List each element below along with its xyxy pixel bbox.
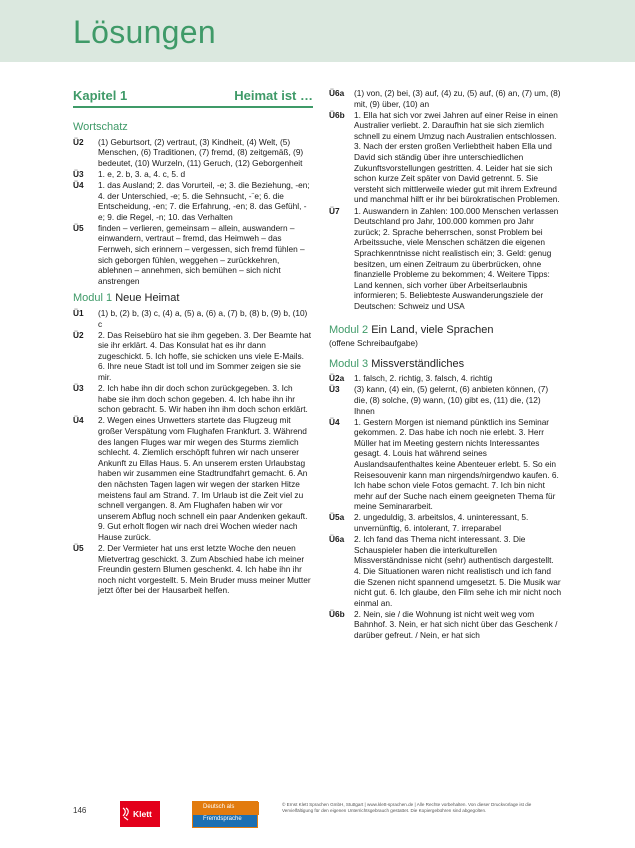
exercise-label: Ü2 xyxy=(73,329,84,340)
daf-logo-line2: Fremdsprache xyxy=(203,816,242,822)
exercise-text: (1) b, (2) b, (3) c, (4) a, (5) a, (6) a, (7) b, (8) b, (9) b, (10) c xyxy=(98,308,308,329)
chapter-title: Heimat ist … xyxy=(234,88,313,103)
exercise-label: Ü4 xyxy=(329,416,340,427)
exercise-item xyxy=(329,110,562,205)
exercise-label: Ü5 xyxy=(73,222,84,233)
exercise-item xyxy=(329,534,562,608)
modul2-heading xyxy=(329,325,562,336)
header-band xyxy=(0,0,635,62)
chapter-label: Kapitel 1 xyxy=(73,88,128,103)
exercise-label: Ü4 xyxy=(73,415,84,426)
exercise-item xyxy=(73,330,313,383)
exercise-item xyxy=(73,223,313,287)
exercise-text: 2. Wegen eines Unwetters startete das Flugzeug mit großer Verspätung vom Flughafen Frankfurt. 3. Während des langen Fluges war mir wegen des Sturms ziemlich schlecht. 4. Ziemlich erschöpft fuhren wir nach unserer Ankunft zu Ellas Haus. 5. An unserem ersten Urlaubstag haben wir zusammen eine Stadtrundfahrt gemacht. 6. An den nächsten Tagen lagen wir wegen der starken Hitze meistens faul am Strand. 7. Im Urlaub ist die Zeit viel zu schnell vergangen. 8. Am Flughafen haben wir vor unserem Abflug noch schnell ein paar Andenken gekauft. 9. Gut erholt flogen wir nach drei Wochen wieder nach Hause zurück. xyxy=(98,415,308,542)
exercise-item xyxy=(329,417,562,512)
wortschatz-list xyxy=(73,137,313,287)
exercise-item xyxy=(329,384,562,416)
modul3-label: Modul 3 xyxy=(329,357,369,370)
modul1-title: Neue Heimat xyxy=(115,292,180,305)
exercise-item xyxy=(73,308,313,329)
daf-logo-line1: Deutsch als xyxy=(203,804,235,810)
exercise-text: (1) Geburtsort, (2) vertraut, (3) Kindheit, (4) Welt, (5) Menschen, (6) Traditionen, (7) fremd, (8) zeitgemäß, (9) bedeutet, (10) Wurzeln, (11) Geruch, (12) Geborgenheit xyxy=(98,136,304,168)
exercise-text: 1. Gestern Morgen ist niemand pünktlich ins Seminar gekommen. 2. Das habe ich noch nie erlebt. 3. Herr Müller hat im Meeting gestern nichts Interessantes gesagt. 4. Louis hat während seines Auslandsaufenthaltes keine Abenteuer erlebt. 5. So ein Reisesouvenir kann man nirgends/nirgendwo kaufen. 6. Ich habe schon viele Fotos gemacht. 7. Ich bin nicht mehr auf der Suche nach einem geeigneten Thema für meine Seminararbeit. xyxy=(354,416,559,512)
exercise-item xyxy=(73,169,313,180)
exercise-text: 2. Ich habe ihn dir doch schon zurückgegeben. 3. Ich habe sie ihm doch schon gegeben. 4. Ich habe ihn ihr schon gebracht. 5. Wir haben ihn ihm doch schon erklärt. xyxy=(98,383,308,415)
exercise-item xyxy=(329,512,562,533)
exercise-label: Ü5 xyxy=(73,543,84,554)
exercise-text: 1. Auswandern in Zahlen: 100.000 Menschen verlassen Deutschland pro Jahr, 100.000 kommen pro Jahr zurück; 2. Sprache beherrschen, sonst Problem bei Arbeitssuche, viele Menschen schätzen die eigenen Sprachkenntnisse nicht realistisch ein; 3. Geld: genug besitzen, um einen Zeitraum zu überbrücken, ohne finanzielle Probleme zu bekommen; 4. Weitere Tipps: Land kennen, sich vorher über Arbeitserlaubnis informieren; 5. Beliebteste Auswanderungsziele der Deutschen: Schweiz und USA xyxy=(354,205,559,311)
klett-shield-icon xyxy=(122,807,130,821)
right-column xyxy=(329,88,562,641)
modul1-label: Modul 1 xyxy=(73,292,113,305)
modul1-heading xyxy=(73,293,313,304)
exercise-label: Ü6a xyxy=(329,534,345,545)
modul2-label: Modul 2 xyxy=(329,324,369,337)
exercise-label: Ü5a xyxy=(329,512,345,523)
exercise-label: Ü4 xyxy=(73,179,84,190)
exercise-text: 1. das Ausland; 2. das Vorurteil, -e; 3. die Beziehung, -en; 4. der Unterschied, -e; 5. die Sehnsucht, -¨e; 6. die Entscheidung, -en; 7. die Erfahrung, -en; 8. das Gefühl, -e; 9. die Regel, -n; 10. das Verhalten xyxy=(98,179,310,222)
page-number: 146 xyxy=(73,806,87,815)
modul2-note: (offene Schreibaufgabe) xyxy=(329,338,418,349)
wortschatz-heading: Wortschatz xyxy=(73,121,128,133)
exercise-label: Ü6b xyxy=(329,109,345,120)
exercise-text: 2. Ich fand das Thema nicht interessant. 3. Die Schauspieler haben die interkulturellen Missverständnisse nicht (sehr) authentisch dargestellt. 4. Die Situationen waren nicht realistisch und ich fand die Szenen nicht spannend umgesetzt. 5. Die Musik war nicht gut. 6. Ich glaube, den Film sehe ich mir nicht noch einmal an. xyxy=(354,534,562,608)
exercise-item xyxy=(73,137,313,169)
exercise-label: Ü1 xyxy=(73,308,84,318)
modul3-heading xyxy=(329,359,562,370)
modul3-list xyxy=(329,373,562,640)
exercise-label: Ü7 xyxy=(329,205,340,216)
exercise-text: (3) kann, (4) ein, (5) gelernt, (6) anbieten können, (7) die, (8) solche, (9) wann, (10) gibt es, (11) die, (12) Ihnen xyxy=(354,384,549,416)
exercise-text: 1. e, 2. b, 3. a, 4. c, 5. d xyxy=(98,168,186,179)
exercise-item xyxy=(73,383,313,415)
exercise-text: 2. Das Reisebüro hat sie ihm gegeben. 3. Der Beamte hat sie ihr erklärt. 4. Das Konsulat hat es ihr dann zugeschickt. 5. Ich hoffe, sie schicken uns viele E-Mails. 6. Ihre neue Stadt ist toll und im Sommer zeigen sie sie mir. xyxy=(98,329,312,383)
daf-logo xyxy=(192,801,258,828)
exercise-label: Ü3 xyxy=(73,168,84,179)
imprint-text: © Ernst Klett Sprachen GmbH, Stuttgart | www.klett-sprachen.de | Alle Rechte vorbehalten. Von dieser Druckvorlage ist die Vervielfältigung für den eigenen Unterrichtsgebrauch gestattet. Die Kopiergebühren sind abgegolten. xyxy=(282,802,532,813)
exercise-item xyxy=(73,543,313,596)
exercise-label: Ü6b xyxy=(329,608,345,619)
page-title: Lösungen xyxy=(73,14,216,50)
klett-logo xyxy=(120,801,160,827)
exercise-item xyxy=(329,88,562,109)
exercise-text: (1) von, (2) bei, (3) auf, (4) zu, (5) auf, (6) an, (7) um, (8) mit, (9) über, (10) an xyxy=(354,88,561,109)
exercise-text: 2. Der Vermieter hat uns erst letzte Woche den neuen Mietvertrag geschickt. 3. Zum Abschied habe ich meiner Freundin gestern Blumen geschenkt. 4. Ich habe ihn ihr noch nicht vorgestellt. 5. Mein Bruder muss meiner Mutter jetzt öfter bei der Hausarbeit helfen. xyxy=(98,543,311,596)
modul3-title: Missverständliches xyxy=(371,357,465,370)
exercise-label: Ü2 xyxy=(73,136,84,147)
modul2-title: Ein Land, viele Sprachen xyxy=(371,324,494,337)
exercise-text: finden – verlieren, gemeinsam – allein, auswandern – einwandern, vertraut – fremd, das Heimweh – das Fernweh, sich erinnern – vergessen, sich fremd fühlen – sich geborgen fühlen, weggehen – zurückkehren, ablehnen – annehmen, sich bemühen – sich nicht anstrengen xyxy=(98,222,305,286)
chapter-header xyxy=(73,88,313,108)
left-column xyxy=(73,88,313,597)
exercise-text: 2. ungeduldig, 3. arbeitslos, 4. uninteressant, 5. unvernünftig, 6. intolerant, 7. irreparabel xyxy=(354,512,529,534)
modul1-list xyxy=(73,308,313,596)
exercise-label: Ü2a xyxy=(329,373,345,384)
continued-list xyxy=(329,88,562,311)
exercise-item xyxy=(329,609,562,641)
exercise-item xyxy=(73,180,313,222)
exercise-item xyxy=(329,206,562,312)
exercise-item xyxy=(329,373,562,384)
exercise-label: Ü3 xyxy=(329,384,340,395)
exercise-label: Ü6a xyxy=(329,88,345,98)
klett-logo-text: Klett xyxy=(133,809,152,819)
exercise-text: 2. Nein, sie / die Wohnung ist nicht weit weg vom Bahnhof. 3. Nein, er hat sich nicht über das Geschenk / darüber gefreut. / Nein, er hat sich xyxy=(354,608,558,640)
exercise-text: 1. falsch, 2. richtig, 3. falsch, 4. richtig xyxy=(354,373,493,384)
exercise-text: 1. Ella hat sich vor zwei Jahren auf einer Reise in einen Australier verliebt. 2. Daraufhin hat sie sich ziemlich schnell zu einem Umzug nach Australien entschlossen. 3. Nach der ersten großen Verliebtheit haben Ella und David sich ständig über ihre unterschiedlichen Zukunftsvorstellungen gestritten. 4. Leider hat sie sich schon kurze Zeit später von David getrennt. 5. Sie versteht sich mittlerweile wieder gut mit ihrem Exfreund und manchmal hilft er ihr bei bürokratischen Problemen. xyxy=(354,109,560,205)
exercise-label: Ü3 xyxy=(73,383,84,394)
exercise-item xyxy=(73,415,313,542)
